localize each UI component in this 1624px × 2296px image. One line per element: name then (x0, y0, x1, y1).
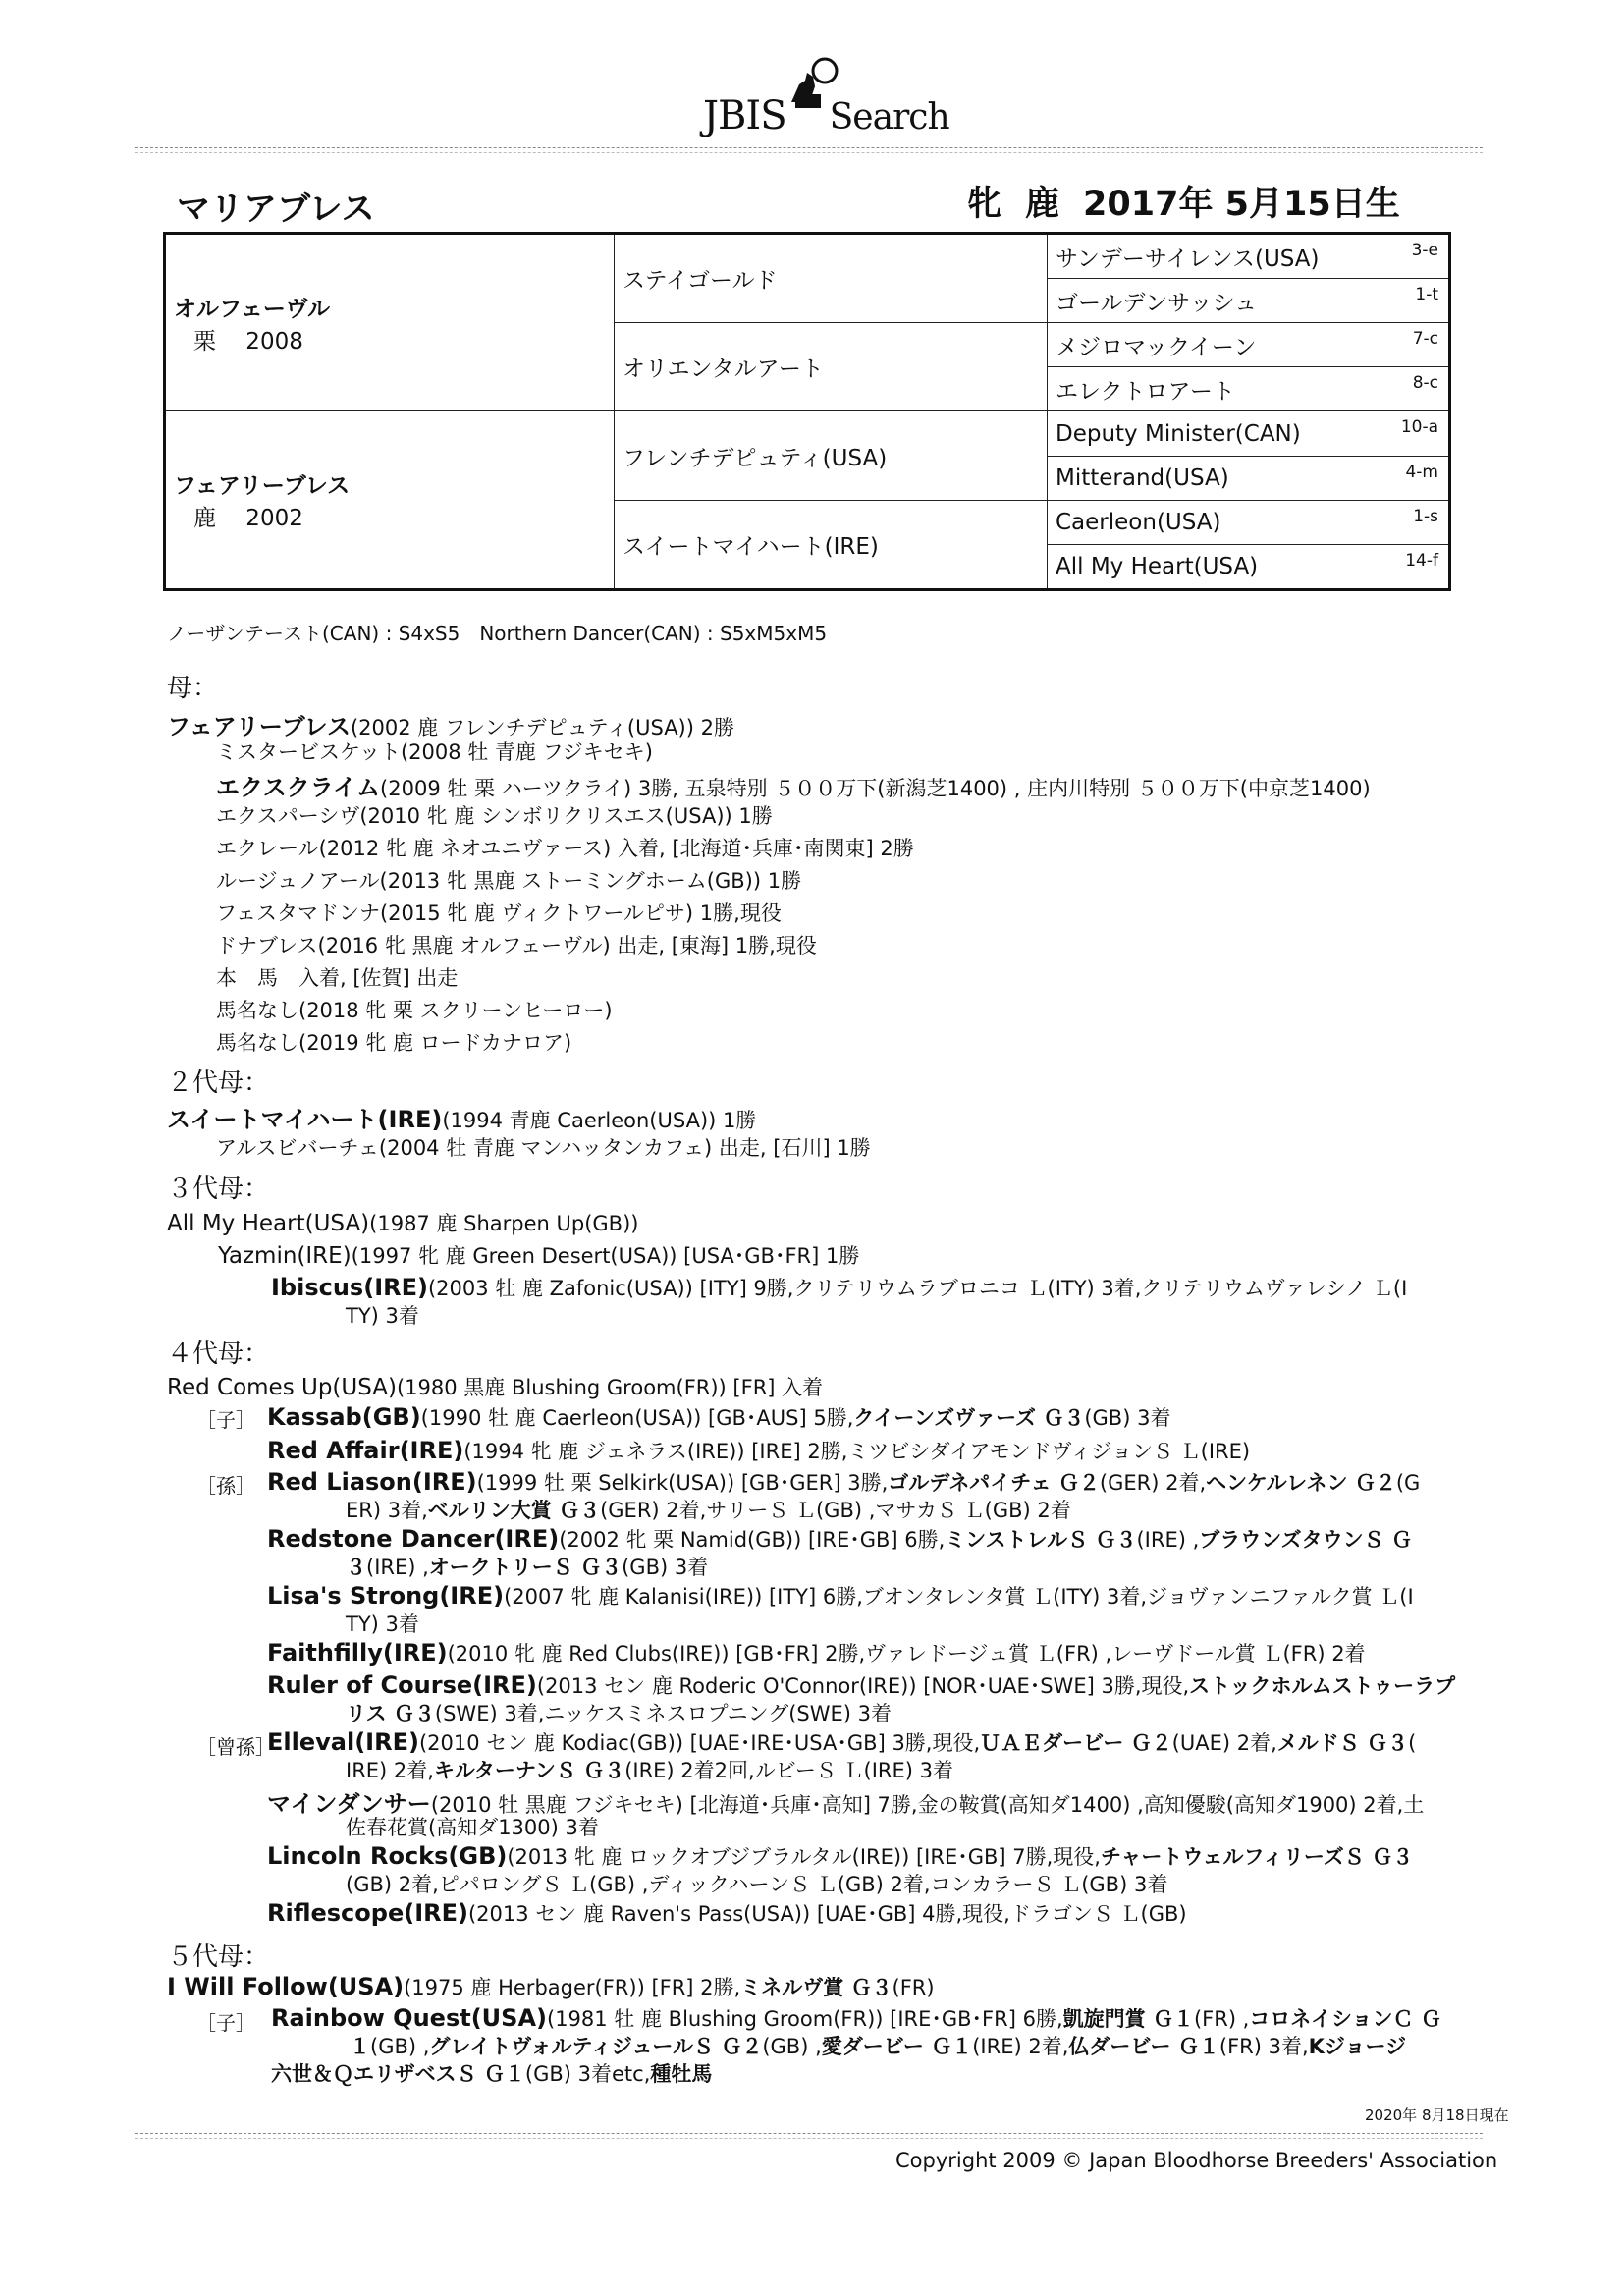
stakes-win: １ (350, 2035, 370, 2058)
produce-line[interactable]: エクレール(2012 牝 鹿 ネオユニヴァース) 入着, [北海道･兵庫･南関東] 2勝 (216, 837, 914, 860)
sire-info: 栗 2008 (193, 328, 303, 355)
produce-record: (1981 牡 鹿 Blushing Groom(FR)) [IRE･GB･FR] 6勝, (547, 2007, 1063, 2031)
produce-line-cont (346, 1552, 708, 1581)
produce-record: (2010 セン 鹿 Kodiac(GB)) [UAE･IRE･USA･GB] 3勝,現役, (418, 1731, 981, 1755)
family-line (167, 1972, 935, 2001)
section-3rd-dam-heading: ３代母： (167, 1175, 270, 1204)
pedigree-sire-sire[interactable]: ステイゴールド (615, 234, 1048, 323)
stakes-win: 愛ダービー Ｇ１ (821, 2035, 973, 2058)
horse-sex: 牝 (967, 185, 1002, 224)
produce-line[interactable]: アルスビバーチェ(2004 牡 青鹿 マンハッタンカフェ) 出走, [石川] 1勝 (216, 1136, 871, 1160)
gen3-name: ゴールデンサッシュ (1056, 290, 1258, 316)
produce-line-cont (346, 1755, 953, 1784)
family-code: 7-c (1412, 329, 1438, 350)
pedigree-gen3-cell[interactable] (1048, 279, 1450, 323)
produce-record: (GB) , (762, 2035, 822, 2058)
produce-line-cont: (GB) 2着,ピパロングＳ Ｌ(GB) ,ディックハーンＳ Ｌ(GB) 2着,コンカラーＳ Ｌ(GB) 3着 (346, 1873, 1168, 1896)
produce-name: Elleval(IRE) (267, 1728, 419, 1756)
third-dam-record: (1987 鹿 Sharpen Up(GB)) (369, 1212, 639, 1235)
produce-record: (G (1395, 1471, 1421, 1495)
family-code: 3-e (1411, 241, 1438, 260)
produce-name: Lincoln Rocks(GB) (267, 1842, 508, 1870)
family-code: 10-a (1400, 417, 1438, 438)
produce-name: Riflescope(IRE) (267, 1899, 468, 1927)
horse-birthdate: 2017年 5月15日生 (1083, 185, 1400, 224)
gen3-name: Deputy Minister(CAN) (1056, 420, 1301, 447)
gen3-name: サンデーサイレンス(USA) (1056, 246, 1320, 272)
section-dam-heading: 母： (167, 674, 219, 703)
jbis-search-logo[interactable]: JBIS Search (703, 93, 949, 138)
produce-record: (1994 牝 鹿 ジェネラス(IRE)) [IRE] 2勝,ミツビシダイアモンドヴィジョンＳ Ｌ(IRE) (463, 1440, 1251, 1463)
produce-name: マインダンサー (267, 1790, 431, 1818)
produce-record: (1999 牡 栗 Selkirk(USA)) [GB･GER] 3勝, (476, 1471, 889, 1495)
produce-line: 馬名なし(2019 牝 鹿 ロードカナロア) (216, 1031, 572, 1055)
horse-info (967, 177, 1424, 226)
produce-record: (FR) , (1193, 2007, 1250, 2031)
section-4th-dam-heading: ４代母： (167, 1339, 270, 1369)
produce-line[interactable] (267, 1581, 1414, 1611)
stakes-win: リス Ｇ３ (346, 1702, 435, 1725)
pedigree-sire[interactable] (165, 234, 615, 411)
stakes-win: 凱旋門賞 Ｇ１ (1062, 2007, 1194, 2031)
produce-line[interactable] (267, 1524, 1412, 1554)
produce-record: (1997 牝 鹿 Green Desert(USA)) [USA･GB･FR] 1勝 (351, 1244, 860, 1268)
family-code: 1-t (1415, 285, 1438, 305)
produce-name: Redstone Dancer(IRE) (267, 1525, 560, 1553)
produce-record: (GB) 3着etc, (524, 2062, 651, 2086)
produce-line-cont: TY) 3着 (346, 1613, 419, 1636)
pedigree-gen3-cell[interactable] (1048, 544, 1450, 589)
stakes-win: ミンストレルＳ Ｇ３ (945, 1528, 1137, 1552)
produce-record: (2007 牝 鹿 Kalanisi(IRE)) [ITY] 6勝,ブオンタレンタ賞 Ｌ(ITY) 3着,ジョヴァンニファルク賞 Ｌ(I (504, 1585, 1414, 1609)
pedigree-gen3-cell[interactable] (1048, 367, 1450, 411)
horse-name: マリアブレス (177, 190, 375, 229)
stakes-win: ゴルデネパイチェ Ｇ２ (888, 1471, 1100, 1495)
stakes-win: 六世＆ＱエリザベスＳ Ｇ１ (271, 2062, 525, 2086)
stakes-win: グレイトヴォルティジュールＳ Ｇ２ (429, 2035, 763, 2058)
section-2nd-dam-heading: ２代母： (167, 1068, 270, 1098)
second-dam-name[interactable]: スイートマイハート(IRE) (167, 1106, 443, 1133)
produce-record: (IRE) , (1136, 1528, 1200, 1552)
pedigree-gen3-cell[interactable] (1048, 500, 1450, 544)
produce-record: (IRE) , (366, 1556, 429, 1579)
fourth-dam-name[interactable]: Red Comes Up(USA) (167, 1375, 397, 1400)
produce-name: Ibiscus(IRE) (271, 1274, 428, 1301)
dam-name: フェアリーブレス (174, 473, 351, 500)
pedigree-gen3-cell[interactable] (1048, 456, 1450, 500)
gen3-name: All My Heart(USA) (1056, 553, 1259, 579)
fourth-dam-record: (1980 黒鹿 Blushing Groom(FR)) [FR] 入着 (396, 1376, 824, 1399)
family-code: 1-s (1413, 506, 1438, 526)
produce-record: (1990 牡 鹿 Caerleon(USA)) [GB･AUS] 5勝, (420, 1406, 854, 1430)
pedigree-dam-dam[interactable]: スイートマイハート(IRE) (615, 500, 1048, 589)
stakes-win: ＵＡＥダービー Ｇ２ (980, 1731, 1172, 1755)
footer-divider-2 (135, 2138, 1483, 2139)
third-dam-name[interactable]: All My Heart(USA) (167, 1211, 370, 1236)
produce-record: (2009 牡 栗 ハーツクライ) 3勝, 五泉特別 ５００万下(新潟芝1400) , 庄内川特別 ５００万下(中京芝1400) (380, 777, 1371, 800)
pedigree-gen3-cell[interactable] (1048, 234, 1450, 279)
produce-line[interactable] (267, 1727, 1416, 1757)
produce-line-cont (350, 2031, 1406, 2060)
family-line (167, 1100, 756, 1134)
produce-record: (2010 牝 鹿 Red Clubs(IRE)) [GB･FR] 2勝,ヴァレドージュ賞 Ｌ(FR) ,レーヴドール賞 Ｌ(FR) 2着 (447, 1642, 1366, 1666)
dam-name[interactable]: フェアリーブレス (167, 713, 351, 740)
gen3-name: Caerleon(USA) (1056, 509, 1221, 535)
stakes-win: ミネルヴ賞 Ｇ３ (740, 1976, 893, 1999)
produce-name: Red Liason(IRE) (267, 1468, 477, 1496)
pedigree-dam-sire[interactable]: フレンチデピュティ(USA) (615, 411, 1048, 500)
fifth-dam-name[interactable]: I Will Follow(USA) (167, 1973, 405, 2000)
produce-name: Kassab(GB) (267, 1403, 421, 1431)
gen3-name: メジロマックイーン (1056, 334, 1257, 360)
produce-name: エクスクライム (216, 774, 381, 801)
produce-record: (GER) 2着,サリーＳ Ｌ(GB) ,マサカＳ Ｌ(GB) 2着 (600, 1499, 1071, 1522)
pedigree-gen3-cell[interactable] (1048, 323, 1450, 367)
pedigree-gen3-cell[interactable] (1048, 411, 1450, 456)
sire-name: オルフェーヴル (174, 296, 331, 322)
dam-info: 鹿 2002 (193, 506, 303, 532)
produce-line[interactable]: ミスタービスケット(2008 牡 青鹿 フジキセキ) (216, 740, 653, 764)
stakes-win: ベルリン大賞 Ｇ３ (427, 1499, 601, 1522)
produce-name: Red Affair(IRE) (267, 1437, 464, 1464)
produce-line-cont (346, 1495, 1071, 1524)
bracket-grandchild: ［孫］ (196, 1474, 255, 1498)
produce-line[interactable] (267, 1898, 1187, 1928)
produce-line-cont: 佐春花賞(高知ダ1300) 3着 (346, 1816, 599, 1839)
produce-line[interactable] (267, 1402, 1170, 1432)
produce-record: (UAE) 2着, (1171, 1731, 1277, 1755)
stakes-win: ３ (346, 1556, 366, 1579)
produce-line[interactable]: ドナブレス(2016 牝 黒鹿 オルフェーヴル) 出走, [東海] 1勝,現役 (216, 934, 817, 957)
stakes-win: Kジョージ (1308, 2035, 1407, 2058)
produce-record: (GB) 3着 (622, 1556, 709, 1579)
footer-divider (135, 2133, 1483, 2134)
produce-record: (2013 セン 鹿 Roderic O'Connor(IRE)) [NOR･UAE･SWE] 3勝,現役, (536, 1674, 1190, 1698)
produce-line[interactable] (267, 1670, 1455, 1700)
produce-name: Yazmin(IRE) (218, 1243, 352, 1269)
bracket-child: ［子］ (196, 2011, 255, 2035)
stakes-win: ヘンケルレネン Ｇ２ (1206, 1471, 1396, 1495)
gen3-name: エレクトロアート (1056, 378, 1235, 405)
produce-line[interactable] (216, 768, 1371, 802)
produce-line[interactable] (267, 1467, 1420, 1497)
stakes-win: メルドＳ Ｇ３ (1276, 1731, 1409, 1755)
fifth-dam-record: (FR) (892, 1976, 935, 1999)
pedigree-sire-dam[interactable]: オリエンタルアート (615, 323, 1048, 411)
produce-line[interactable] (267, 1638, 1366, 1667)
produce-line[interactable] (271, 2003, 1441, 2033)
produce-line[interactable] (267, 1841, 1413, 1871)
produce-record: (2002 牝 栗 Namid(GB)) [IRE･GB] 6勝, (559, 1528, 946, 1552)
header-divider (135, 147, 1483, 148)
stakes-win: 仏ダービー Ｇ１ (1068, 2035, 1219, 2058)
bracket-child: ［子］ (196, 1408, 255, 1432)
stallion-label: 種牡馬 (650, 2062, 713, 2086)
second-dam-record: (1994 青鹿 Caerleon(USA)) 1勝 (442, 1109, 757, 1132)
inbreeding-note: ノーザンテースト(CAN) : S4xS5 Northern Dancer(CAN) : S5xM5xM5 (167, 622, 828, 645)
produce-record: ER) 3着, (346, 1499, 428, 1522)
produce-line[interactable] (267, 1436, 1250, 1465)
family-code: 8-c (1412, 373, 1438, 394)
stakes-win: ストックホルムストゥーラプ (1189, 1674, 1456, 1698)
produce-line: 本 馬 入着, [佐賀] 出走 (216, 966, 459, 990)
produce-name: Ruler of Course(IRE) (267, 1671, 537, 1699)
family-line (167, 1372, 823, 1401)
produce-name: Rainbow Quest(USA) (271, 2004, 547, 2032)
horse-color: 鹿 (1025, 185, 1060, 224)
copyright: Copyright 2009 © Japan Bloodhorse Breeders' Association (895, 2149, 1498, 2172)
pedigree-table (163, 232, 1451, 591)
produce-name: Faithfilly(IRE) (267, 1639, 448, 1667)
produce-record: IRE) 2着, (346, 1759, 434, 1782)
produce-record: (FR) 3着, (1218, 2035, 1309, 2058)
produce-record: (IRE) 2着2回,ルビーＳ Ｌ(IRE) 3着 (624, 1759, 954, 1782)
produce-record: (GB) , (370, 2035, 430, 2058)
produce-record: (2003 牡 鹿 Zafonic(USA)) [ITY] 9勝,クリテリウムラブロニコ Ｌ(ITY) 3着,クリテリウムヴァレシノ Ｌ(I (427, 1277, 1408, 1300)
produce-line[interactable] (218, 1240, 859, 1270)
bracket-great-grandchild: ［曾孫］ (196, 1735, 275, 1759)
stakes-win: チャートウェルフィリーズＳ Ｇ３ (1100, 1845, 1414, 1869)
produce-record: (IRE) 2着, (972, 2035, 1069, 2058)
stakes-win: クイーンズヴァーズ Ｇ３ (853, 1406, 1085, 1430)
header-divider-2 (135, 152, 1483, 153)
as-of-date: 2020年 8月18日現在 (1365, 2106, 1509, 2124)
gen3-name: Mitterand(USA) (1056, 465, 1229, 491)
produce-record: (2010 牡 黒鹿 フジキセキ) [北海道･兵庫･高知] 7勝,金の鞍賞(高知ダ1400) ,高知優駿(高知ダ1900) 2着,土 (430, 1793, 1425, 1817)
produce-line[interactable]: ルージュノアール(2013 牝 黒鹿 ストーミングホーム(GB)) 1勝 (216, 869, 802, 893)
produce-line: 馬名なし(2018 牝 栗 スクリーンヒーロー) (216, 999, 613, 1022)
produce-record: ( (1408, 1731, 1417, 1755)
family-code: 4-m (1405, 462, 1438, 482)
family-line (167, 1208, 638, 1237)
produce-line-cont: TY) 3着 (346, 1304, 419, 1328)
stakes-win: コロネイションＣ Ｇ (1249, 2007, 1441, 2031)
produce-record: (2013 セン 鹿 Raven's Pass(USA)) [UAE･GB] 4勝,現役,ドラゴンＳ Ｌ(GB) (467, 1902, 1187, 1926)
produce-record: (GER) 2着, (1099, 1471, 1207, 1495)
stakes-win: ブラウンズタウンＳ Ｇ (1199, 1528, 1412, 1552)
pedigree-dam[interactable] (165, 411, 615, 590)
produce-record: (GB) 3着 (1084, 1406, 1171, 1430)
section-5th-dam-heading: ５代母： (167, 1942, 270, 1972)
family-code: 14-f (1405, 550, 1438, 571)
produce-line[interactable]: フェスタマドンナ(2015 牝 鹿 ヴィクトワールピサ) 1勝,現役 (216, 902, 782, 925)
produce-line[interactable] (271, 1273, 1407, 1302)
produce-line-cont (346, 1698, 892, 1727)
produce-line[interactable]: エクスパーシヴ(2010 牝 鹿 シンボリクリスエス(USA)) 1勝 (216, 804, 773, 828)
fifth-dam-record: (1975 鹿 Herbager(FR)) [FR] 2勝, (404, 1976, 741, 1999)
dam-record: (2002 鹿 フレンチデピュティ(USA)) 2勝 (350, 716, 734, 739)
produce-record: (SWE) 3着,ニッケスミネスロプニング(SWE) 3着 (434, 1702, 892, 1725)
produce-name: Lisa's Strong(IRE) (267, 1582, 505, 1610)
stakes-win: キルターナンＳ Ｇ３ (433, 1759, 625, 1782)
produce-record: (2013 牝 鹿 ロックオブジブラルタル(IRE)) [IRE･GB] 7勝,現役, (507, 1845, 1101, 1869)
stakes-win: オークトリーＳ Ｇ３ (428, 1556, 623, 1579)
produce-line-cont (271, 2058, 712, 2088)
